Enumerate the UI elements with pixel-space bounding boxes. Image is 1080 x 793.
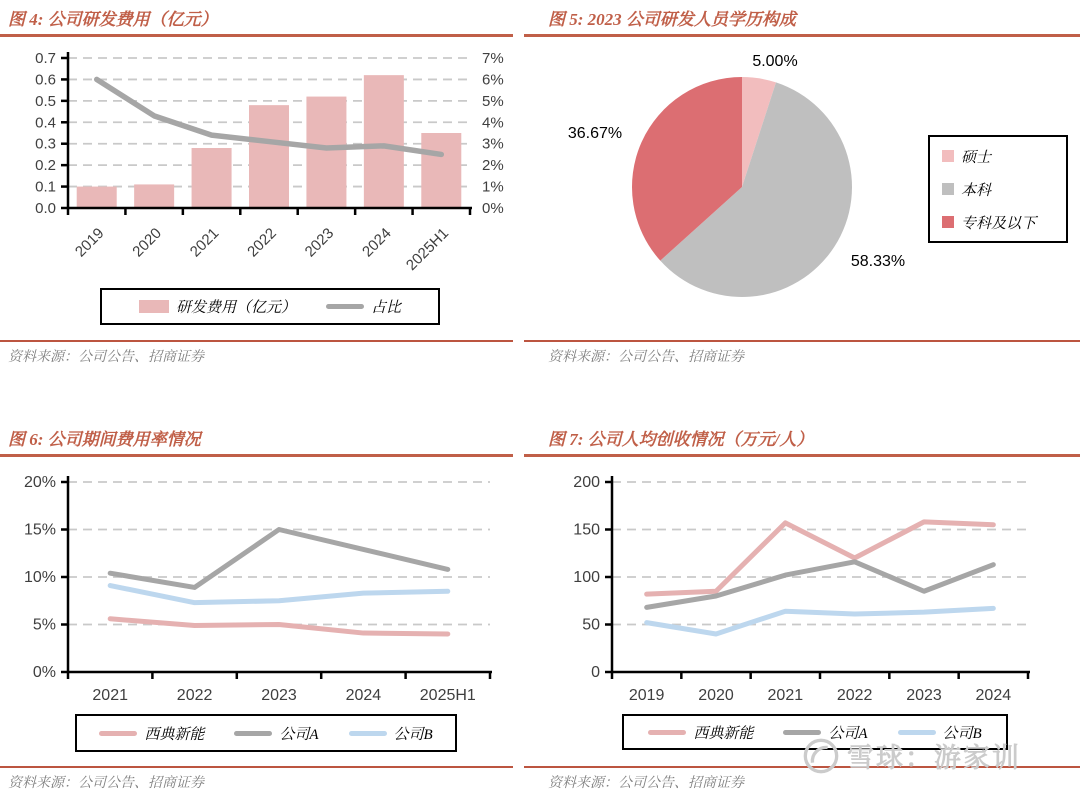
figure-7-panel	[524, 420, 1080, 793]
legend-label: 占比	[371, 300, 402, 316]
legend-swatch	[326, 304, 364, 309]
figure-5-title: 图 5: 2023 公司研发人员学历构成	[548, 10, 796, 29]
svg-text:0: 0	[591, 664, 600, 681]
legend-swatch	[99, 731, 137, 736]
figure-4-panel	[0, 0, 513, 376]
svg-text:4%: 4%	[482, 114, 504, 132]
svg-text:2022: 2022	[836, 687, 873, 704]
svg-text:0.5: 0.5	[35, 92, 56, 110]
svg-text:36.67%: 36.67%	[567, 125, 623, 142]
svg-text:7%: 7%	[482, 50, 504, 67]
svg-text:10%: 10%	[23, 569, 56, 586]
svg-text:2021: 2021	[186, 224, 223, 261]
legend-item	[99, 723, 204, 744]
svg-text:200: 200	[573, 474, 600, 491]
svg-text:2022: 2022	[244, 224, 280, 261]
legend-label: 公司B	[393, 726, 433, 743]
svg-text:0.0: 0.0	[35, 200, 56, 217]
svg-text:2020: 2020	[698, 687, 734, 704]
svg-text:2022: 2022	[176, 687, 213, 704]
legend-swatch	[898, 730, 936, 735]
svg-text:0.6: 0.6	[35, 71, 56, 89]
figure-5-legend	[928, 135, 1068, 243]
svg-text:150: 150	[573, 521, 600, 539]
figure-7-title-rule	[524, 454, 1080, 457]
svg-text:0%: 0%	[482, 200, 504, 217]
svg-text:0.7: 0.7	[35, 50, 56, 67]
figure-6-line-chart	[0, 468, 513, 710]
svg-text:3%: 3%	[482, 135, 504, 153]
svg-text:2024: 2024	[975, 687, 1012, 704]
svg-text:0%: 0%	[32, 664, 56, 681]
legend-label: 西典新能	[693, 725, 754, 742]
figure-7-source: 资料来源：公司公告、招商证券	[548, 776, 744, 791]
svg-text:1%: 1%	[482, 178, 504, 196]
svg-text:2020: 2020	[129, 224, 165, 261]
legend-item	[234, 723, 318, 744]
svg-text:58.33%: 58.33%	[850, 253, 906, 270]
svg-text:2024: 2024	[359, 224, 395, 261]
legend-swatch	[942, 216, 954, 228]
figure-7-line-chart	[524, 468, 1080, 710]
legend-label: 硕士	[961, 149, 992, 166]
legend-item	[942, 179, 991, 200]
legend-item	[349, 723, 433, 744]
legend-swatch	[349, 731, 387, 736]
legend-label: 西典新能	[144, 726, 205, 743]
svg-text:2021: 2021	[92, 687, 128, 704]
svg-text:6%: 6%	[482, 71, 504, 89]
legend-swatch	[942, 183, 954, 195]
legend-item	[942, 146, 991, 167]
svg-text:0.1: 0.1	[35, 178, 56, 196]
figure-4-bar-line-chart	[0, 42, 513, 288]
figure-5-source-rule	[524, 340, 1080, 342]
figure-6-source: 资料来源：公司公告、招商证券	[8, 776, 204, 791]
figure-5-panel	[524, 0, 1080, 376]
figure-5-title-rule	[524, 34, 1080, 37]
svg-text:100: 100	[573, 569, 600, 586]
svg-text:2019: 2019	[71, 224, 108, 261]
svg-text:2024: 2024	[345, 687, 382, 704]
svg-text:5%: 5%	[32, 616, 56, 634]
svg-text:2023: 2023	[301, 224, 338, 261]
svg-text:0.2: 0.2	[35, 157, 56, 175]
figure-6-legend	[75, 714, 457, 752]
legend-swatch	[139, 300, 169, 313]
legend-item	[942, 212, 1036, 233]
figure-6-title: 图 6: 公司期间费用率情况	[8, 430, 201, 449]
legend-item	[139, 296, 296, 317]
figure-6-panel	[0, 420, 513, 793]
legend-swatch	[648, 730, 686, 735]
figure-5-source: 资料来源：公司公告、招商证券	[548, 350, 744, 365]
watermark-text: 雪球：游家训	[847, 743, 1021, 773]
svg-text:20%: 20%	[23, 474, 56, 491]
figure-6-source-rule	[0, 766, 513, 768]
svg-text:5%: 5%	[482, 92, 504, 110]
svg-text:2025H1: 2025H1	[402, 224, 453, 274]
legend-label: 公司A	[279, 726, 319, 743]
figure-6-title-rule	[0, 454, 513, 457]
svg-text:0.4: 0.4	[35, 114, 56, 132]
svg-text:50: 50	[582, 616, 600, 634]
svg-text:2023: 2023	[906, 687, 942, 704]
figure-7-title: 图 7: 公司人均创收情况（万元/人）	[548, 430, 814, 449]
svg-text:15%: 15%	[23, 521, 56, 539]
xueqiu-logo-icon	[802, 737, 840, 775]
svg-text:2025H1: 2025H1	[419, 687, 476, 704]
xueqiu-watermark	[802, 736, 1021, 775]
svg-text:2019: 2019	[628, 687, 665, 704]
legend-swatch	[783, 730, 821, 735]
legend-label: 研发费用（亿元）	[175, 300, 296, 316]
legend-label: 本科	[961, 182, 992, 199]
legend-label: 公司A	[828, 725, 868, 742]
svg-text:2023: 2023	[261, 687, 297, 704]
svg-text:0.3: 0.3	[35, 135, 56, 153]
legend-swatch	[234, 731, 272, 736]
figure-4-source-rule	[0, 340, 513, 342]
legend-swatch	[942, 150, 954, 162]
svg-text:2%: 2%	[482, 157, 504, 175]
svg-text:2021: 2021	[767, 687, 804, 704]
figure-4-legend	[100, 288, 440, 325]
figure-4-title-rule	[0, 34, 513, 37]
legend-label: 专科及以下	[961, 215, 1037, 232]
legend-label: 公司B	[942, 725, 982, 742]
legend-item	[326, 296, 401, 317]
legend-item	[648, 722, 753, 743]
figure-4-source: 资料来源：公司公告、招商证券	[8, 350, 204, 365]
svg-text:5.00%: 5.00%	[752, 53, 798, 70]
figure-4-title: 图 4: 公司研发费用（亿元）	[8, 10, 218, 29]
